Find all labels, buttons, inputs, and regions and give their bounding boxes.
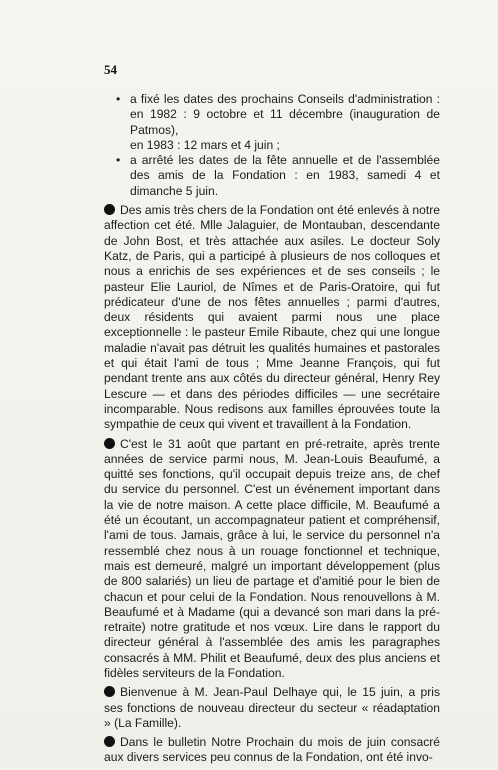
paragraph xyxy=(104,437,440,682)
list-item xyxy=(104,153,440,199)
paragraph-bullet-icon xyxy=(104,686,115,697)
bullet-icon: • xyxy=(116,92,121,106)
bullet-icon: • xyxy=(116,153,121,168)
paragraph-text: Bienvenue à M. Jean-Paul Delhaye qui, le 15 juin, a pris ses fonctions de nouveau directeur du secteur « réadaptation » (La Famille). xyxy=(104,685,440,730)
paragraph xyxy=(104,685,440,731)
paragraph xyxy=(104,203,440,432)
paragraph xyxy=(104,735,440,766)
paragraph-text: Des amis très chers de la Fondation ont été enlevés à notre affection cet été. Mlle Jalaguier, de Montauban, descendante de John Bost, et très attachée aux asiles. Le docteur Soly Katz, de Paris, qui a participé à plusieurs de nos colloques et nous a enrichis de ses expériences et de ses conseils ; le pasteur Elie Lauriol, de Nîmes et de Paris-Oratoire, qui fut prédicateur d'une de nos fêtes annuelles ; parmi d'autres, deux résidents qui avaient parmi nous une place exceptionnelle : le pasteur Emile Ribaute, chez qui une longue maladie n'avait pas détruit les qualités humaines et pastorales et qui était l'ami de tous ; Mme Jeanne François, qui fut pendant trente ans aux côtés du directeur général, Henry Rey Lescure — et dans des périodes difficiles — une secrétaire incomparable. Nous redisons aux familles éprouvées toute la sympathie de ceux qui vivent et travaillent à la Fondation. xyxy=(104,203,440,432)
list-item-text: a arrêté les dates de la fête annuelle et de l'assemblée des amis de la Fondation : en 1983, samedi 4 et dimanche 5 juin. xyxy=(130,153,440,198)
paragraph-bullet-icon xyxy=(104,438,115,449)
list-item-text: a fixé les dates des prochains Conseils d'administration : en 1982 : 9 octobre et 11 décembre (inauguration de Patmos), xyxy=(130,92,440,137)
paragraph-text: Dans le bulletin Notre Prochain du mois de juin consacré aux divers services peu connus de la Fondation, ont été invo- xyxy=(104,735,440,765)
page-number: 54 xyxy=(104,62,117,77)
list-item xyxy=(104,92,440,138)
paragraph-bullet-icon xyxy=(104,204,115,215)
page-body xyxy=(104,92,440,770)
list-item-continuation: en 1983 : 12 mars et 4 juin ; xyxy=(130,137,280,152)
paragraph-text: C'est le 31 août que partant en pré-retraite, après trente années de service parmi nous, M. Jean-Louis Beaufumé, a quitté ses fonctions, qu'il occupait depuis treize ans, de chef du service du personnel. C'est un événement important dans la vie de notre maison. A cette place difficile, M. Beaufumé a été un écoutant, un accompagnateur patient et compréhensif, l'ami de tous. Jamais, grâce à lui, le service du personnel n'a ressemblé chez nous à un rouage fonctionnel et technique, mais est demeuré, malgré un important développement (plus de 800 salariés) un lieu de partage et d'amitié pour le bien de chacun et pour celui de la Fondation. Nous renouvellons à M. Beaufumé et à Madame (qui a devancé son mari dans la pré-retraite) notre gratitude et nos vœux. Lire dans le rapport du directeur général à l'assemblée des amis les paragraphes consacrés à MM. Philit et Beaufumé, deux des plus anciens et fidèles serviteurs de la Fondation. xyxy=(104,436,440,680)
paragraph-bullet-icon xyxy=(104,736,115,747)
